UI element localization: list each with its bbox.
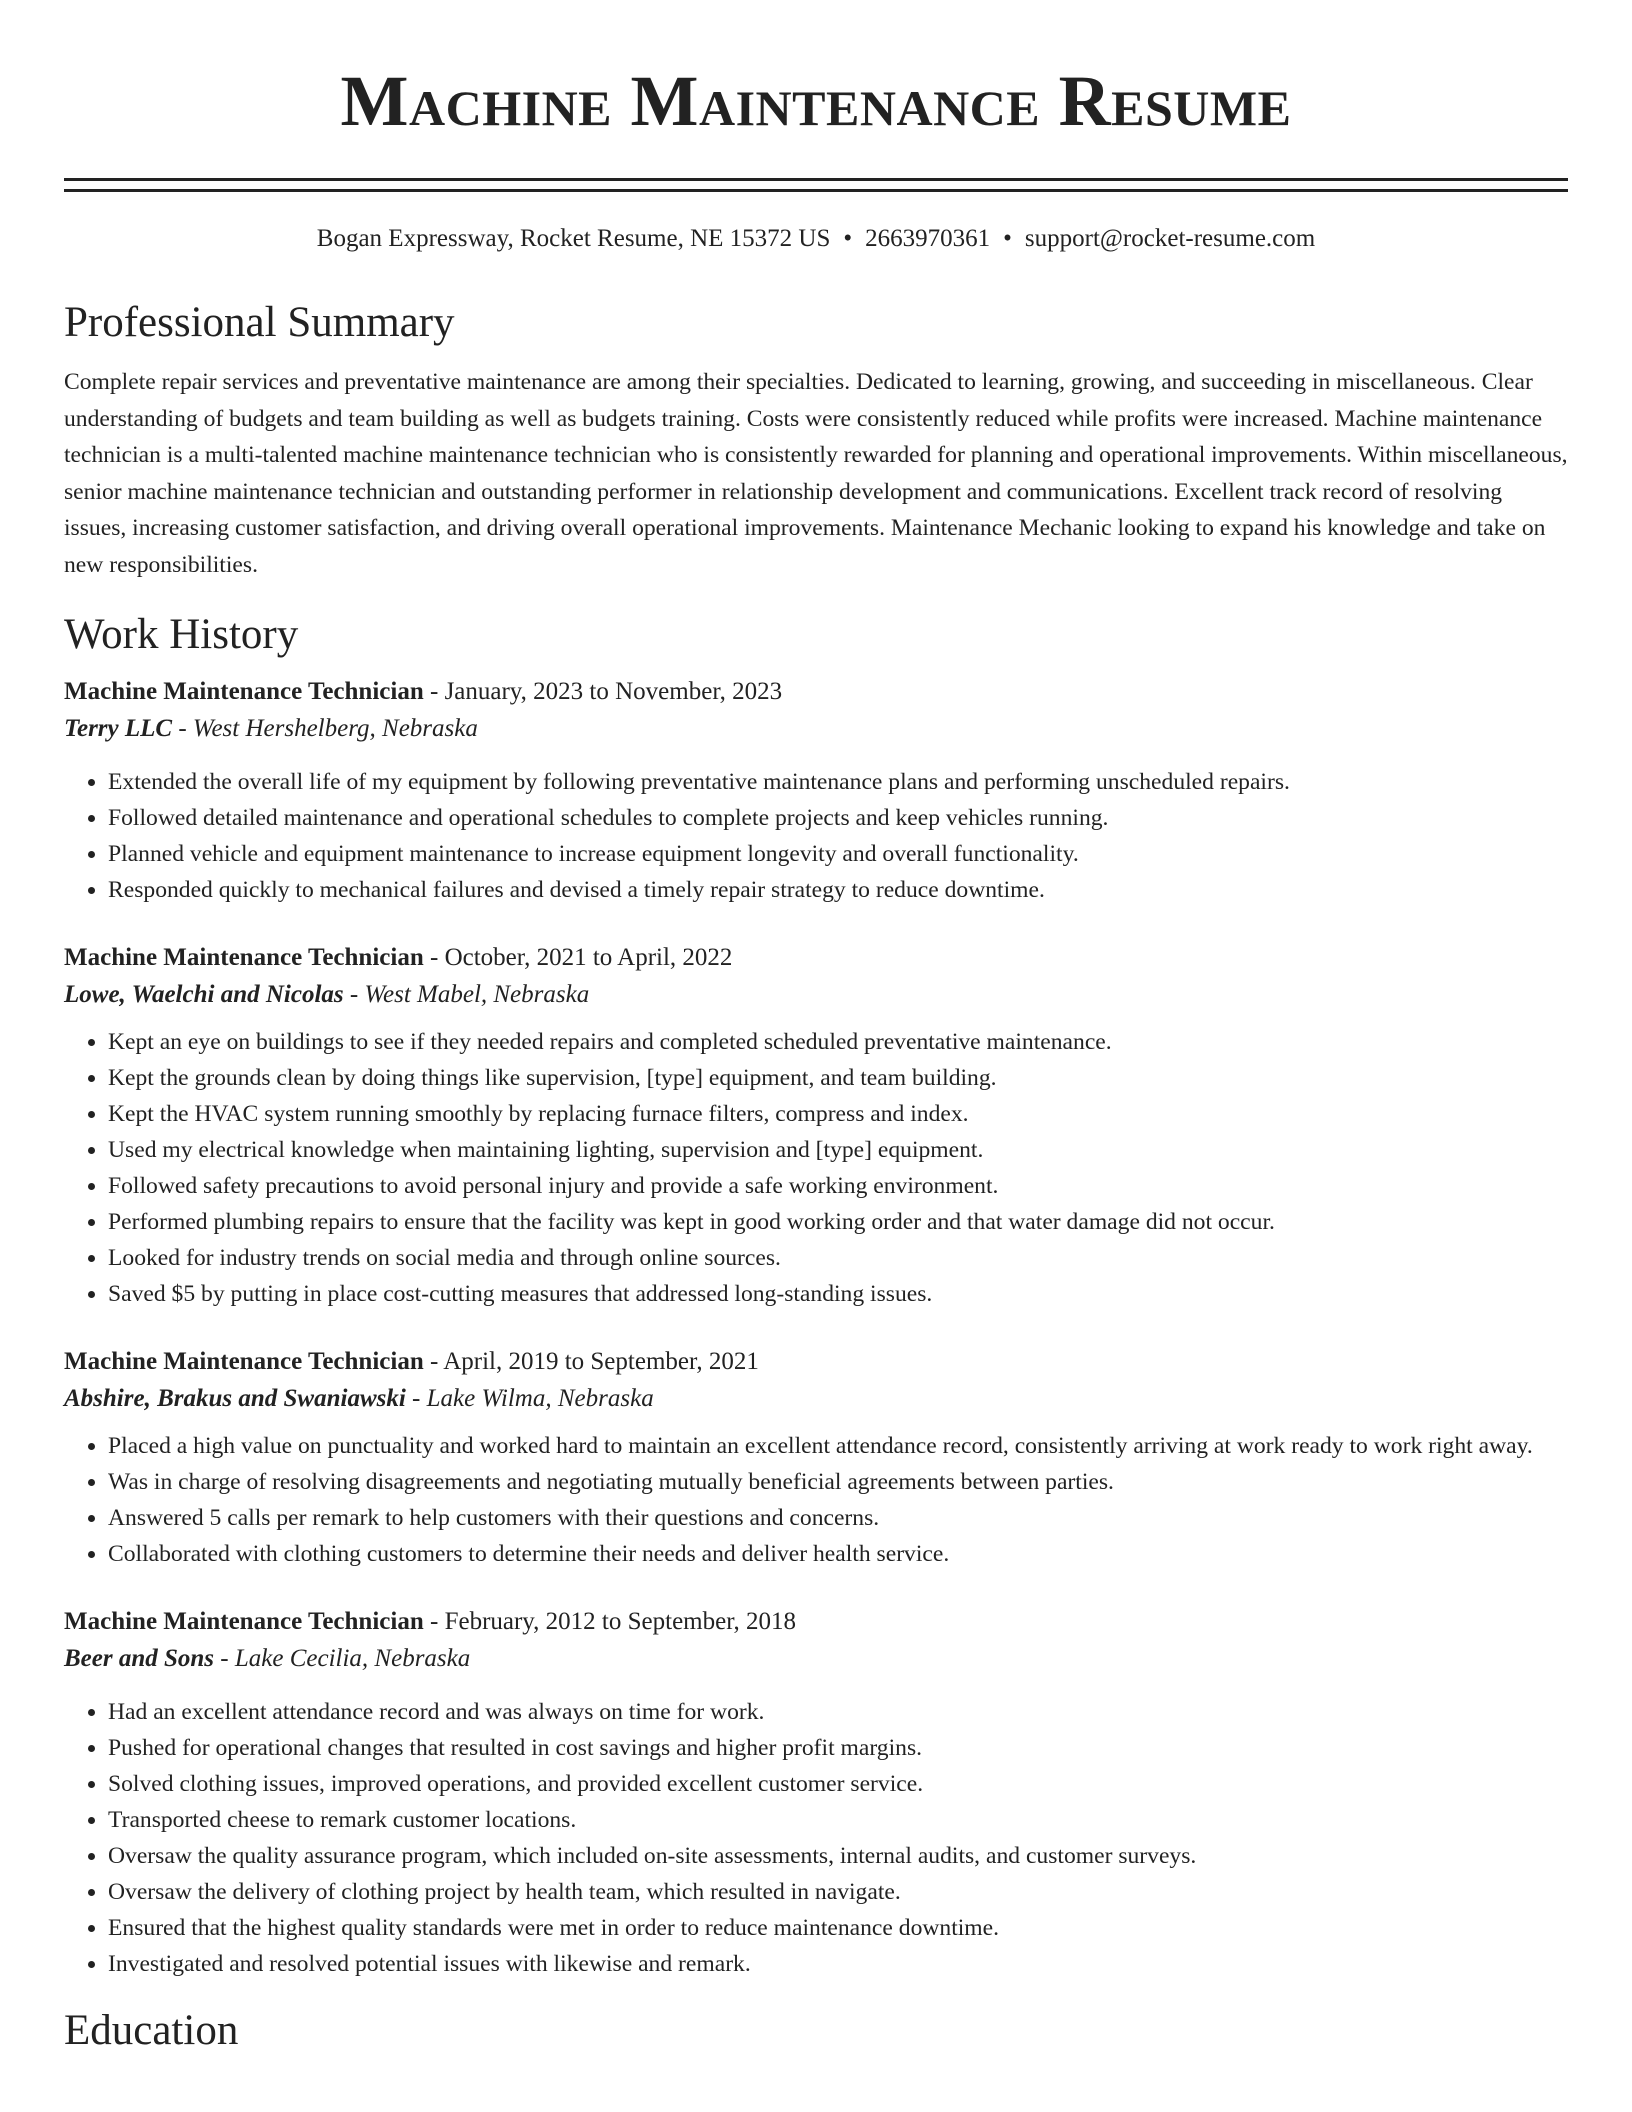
job-title: Machine Maintenance Technician: [64, 1607, 424, 1635]
contact-phone: 2663970361: [865, 225, 991, 252]
job-bullet: • Saved $5 by putting in place cost-cutting measures that addressed long-standing issues.: [108, 1276, 1568, 1312]
job-bullet: • Had an excellent attendance record and was always on time for work.: [108, 1694, 1568, 1730]
job-header: Machine Maintenance Technician - January, 2023 to November, 2023: [64, 677, 783, 705]
summary-text: Complete repair services and preventative maintenance are among their specialties. Dedicated to learning, growing, and succeeding in miscellaneous. Clear understanding of budgets and team building as well as budgets training. Costs were consistently reduced while profits were increased. Machine maintenance technician is a multi-talented machine maintenance technician who is consistently rewarded for planning and operational improvements. Within miscellaneous, senior machine maintenance technician and outstanding performer in relationship development and communications. Excellent track record of resolving issues, increasing customer satisfaction, and driving overall operational improvements. Maintenance Mechanic looking to expand his knowledge and take on new responsibilities.: [64, 369, 1568, 578]
job-bullet: • Pushed for operational changes that resulted in cost savings and higher profit margins.: [108, 1730, 1568, 1766]
job-entry: [64, 674, 1568, 908]
job-company: Lowe, Waelchi and Nicolas: [64, 980, 344, 1008]
job-company: Terry LLC: [64, 714, 173, 742]
job-bullet: • Placed a high value on punctuality and worked hard to maintain an excellent attendance record, consistently arriving at work ready to work right away.: [108, 1428, 1568, 1464]
contact-address: Bogan Expressway, Rocket Resume, NE 15372 US: [316, 225, 831, 252]
job-entry: [64, 1344, 1568, 1572]
job-company: Beer and Sons: [64, 1644, 215, 1672]
job-bullet: • Investigated and resolved potential issues with likewise and remark.: [108, 1946, 1568, 1982]
job-location: West Mabel, Nebraska: [364, 980, 590, 1008]
job-bullets: [64, 1024, 1568, 1312]
job-bullet: • Planned vehicle and equipment maintenance to increase equipment longevity and overall functionality.: [108, 836, 1568, 872]
job-company-line: Terry LLC - West Hershelberg, Nebraska: [64, 714, 478, 742]
job-bullet: • Was in charge of resolving disagreements and negotiating mutually beneficial agreements between parties.: [108, 1464, 1568, 1500]
job-bullet: • Extended the overall life of my equipment by following preventative maintenance plans and performing unscheduled repairs.: [108, 764, 1568, 800]
job-bullet: • Responded quickly to mechanical failures and devised a timely repair strategy to reduce downtime.: [108, 872, 1568, 908]
job-header: Machine Maintenance Technician - October, 2021 to April, 2022: [64, 943, 733, 971]
job-location: Lake Cecilia, Nebraska: [234, 1644, 471, 1672]
contact-line: [64, 222, 1568, 256]
job-bullet: • Kept the grounds clean by doing things like supervision, [type] equipment, and team building.: [108, 1060, 1568, 1096]
job-bullet: • Performed plumbing repairs to ensure that the facility was kept in good working order and that water damage did not occur.: [108, 1204, 1568, 1240]
job-title: Machine Maintenance Technician: [64, 943, 424, 971]
job-location: West Hershelberg, Nebraska: [192, 714, 478, 742]
job-header: Machine Maintenance Technician - April, 2019 to September, 2021: [64, 1347, 759, 1375]
job-entry: [64, 940, 1568, 1312]
job-bullets: [64, 1694, 1568, 1982]
job-bullet: • Solved clothing issues, improved operations, and provided excellent customer service.: [108, 1766, 1568, 1802]
job-title: Machine Maintenance Technician: [64, 677, 424, 705]
job-location: Lake Wilma, Nebraska: [426, 1384, 654, 1412]
education-heading: Education: [64, 2006, 239, 2054]
job-bullets: [64, 764, 1568, 908]
resume-page: [64, 0, 1568, 2058]
job-title: Machine Maintenance Technician: [64, 1347, 424, 1375]
job-dates: October, 2021 to April, 2022: [444, 943, 733, 971]
resume-title: Machine Maintenance Resume: [340, 61, 1292, 141]
job-bullets: [64, 1428, 1568, 1572]
job-bullet: • Kept an eye on buildings to see if they needed repairs and completed scheduled preventative maintenance.: [108, 1024, 1568, 1060]
contact-email: support@rocket-resume.com: [1024, 225, 1316, 252]
job-bullet: • Kept the HVAC system running smoothly by replacing furnace filters, compress and index.: [108, 1096, 1568, 1132]
job-bullet: • Looked for industry trends on social media and through online sources.: [108, 1240, 1568, 1276]
job-bullet: • Transported cheese to remark customer locations.: [108, 1802, 1568, 1838]
title-divider: [64, 178, 1568, 192]
job-dates: April, 2019 to September, 2021: [443, 1347, 759, 1375]
job-bullet: • Used my electrical knowledge when maintaining lighting, supervision and [type] equipment.: [108, 1132, 1568, 1168]
job-bullet: • Collaborated with clothing customers to determine their needs and deliver health service.: [108, 1536, 1568, 1572]
job-header: Machine Maintenance Technician - February, 2012 to September, 2018: [64, 1607, 797, 1635]
job-dates: January, 2023 to November, 2023: [444, 677, 783, 705]
job-company-line: Beer and Sons - Lake Cecilia, Nebraska: [64, 1644, 471, 1672]
job-bullet: • Ensured that the highest quality standards were met in order to reduce maintenance downtime.: [108, 1910, 1568, 1946]
contact-separator: •: [843, 225, 853, 252]
job-dates: February, 2012 to September, 2018: [444, 1607, 797, 1635]
work-history-heading: Work History: [64, 610, 299, 658]
contact-separator: •: [1003, 225, 1012, 252]
job-bullet: • Answered 5 calls per remark to help customers with their questions and concerns.: [108, 1500, 1568, 1536]
job-bullet: • Followed safety precautions to avoid personal injury and provide a safe working environment.: [108, 1168, 1568, 1204]
job-bullet: • Followed detailed maintenance and operational schedules to complete projects and keep vehicles running.: [108, 800, 1568, 836]
job-company: Abshire, Brakus and Swaniawski: [64, 1384, 406, 1412]
job-company-line: Lowe, Waelchi and Nicolas - West Mabel, Nebraska: [64, 980, 590, 1008]
job-bullet: • Oversaw the quality assurance program, which included on-site assessments, internal audits, and customer surveys.: [108, 1838, 1568, 1874]
job-entry: [64, 1604, 1568, 1982]
job-company-line: Abshire, Brakus and Swaniawski - Lake Wilma, Nebraska: [64, 1384, 654, 1412]
job-bullet: • Oversaw the delivery of clothing project by health team, which resulted in navigate.: [108, 1874, 1568, 1910]
summary-heading: Professional Summary: [64, 299, 455, 346]
